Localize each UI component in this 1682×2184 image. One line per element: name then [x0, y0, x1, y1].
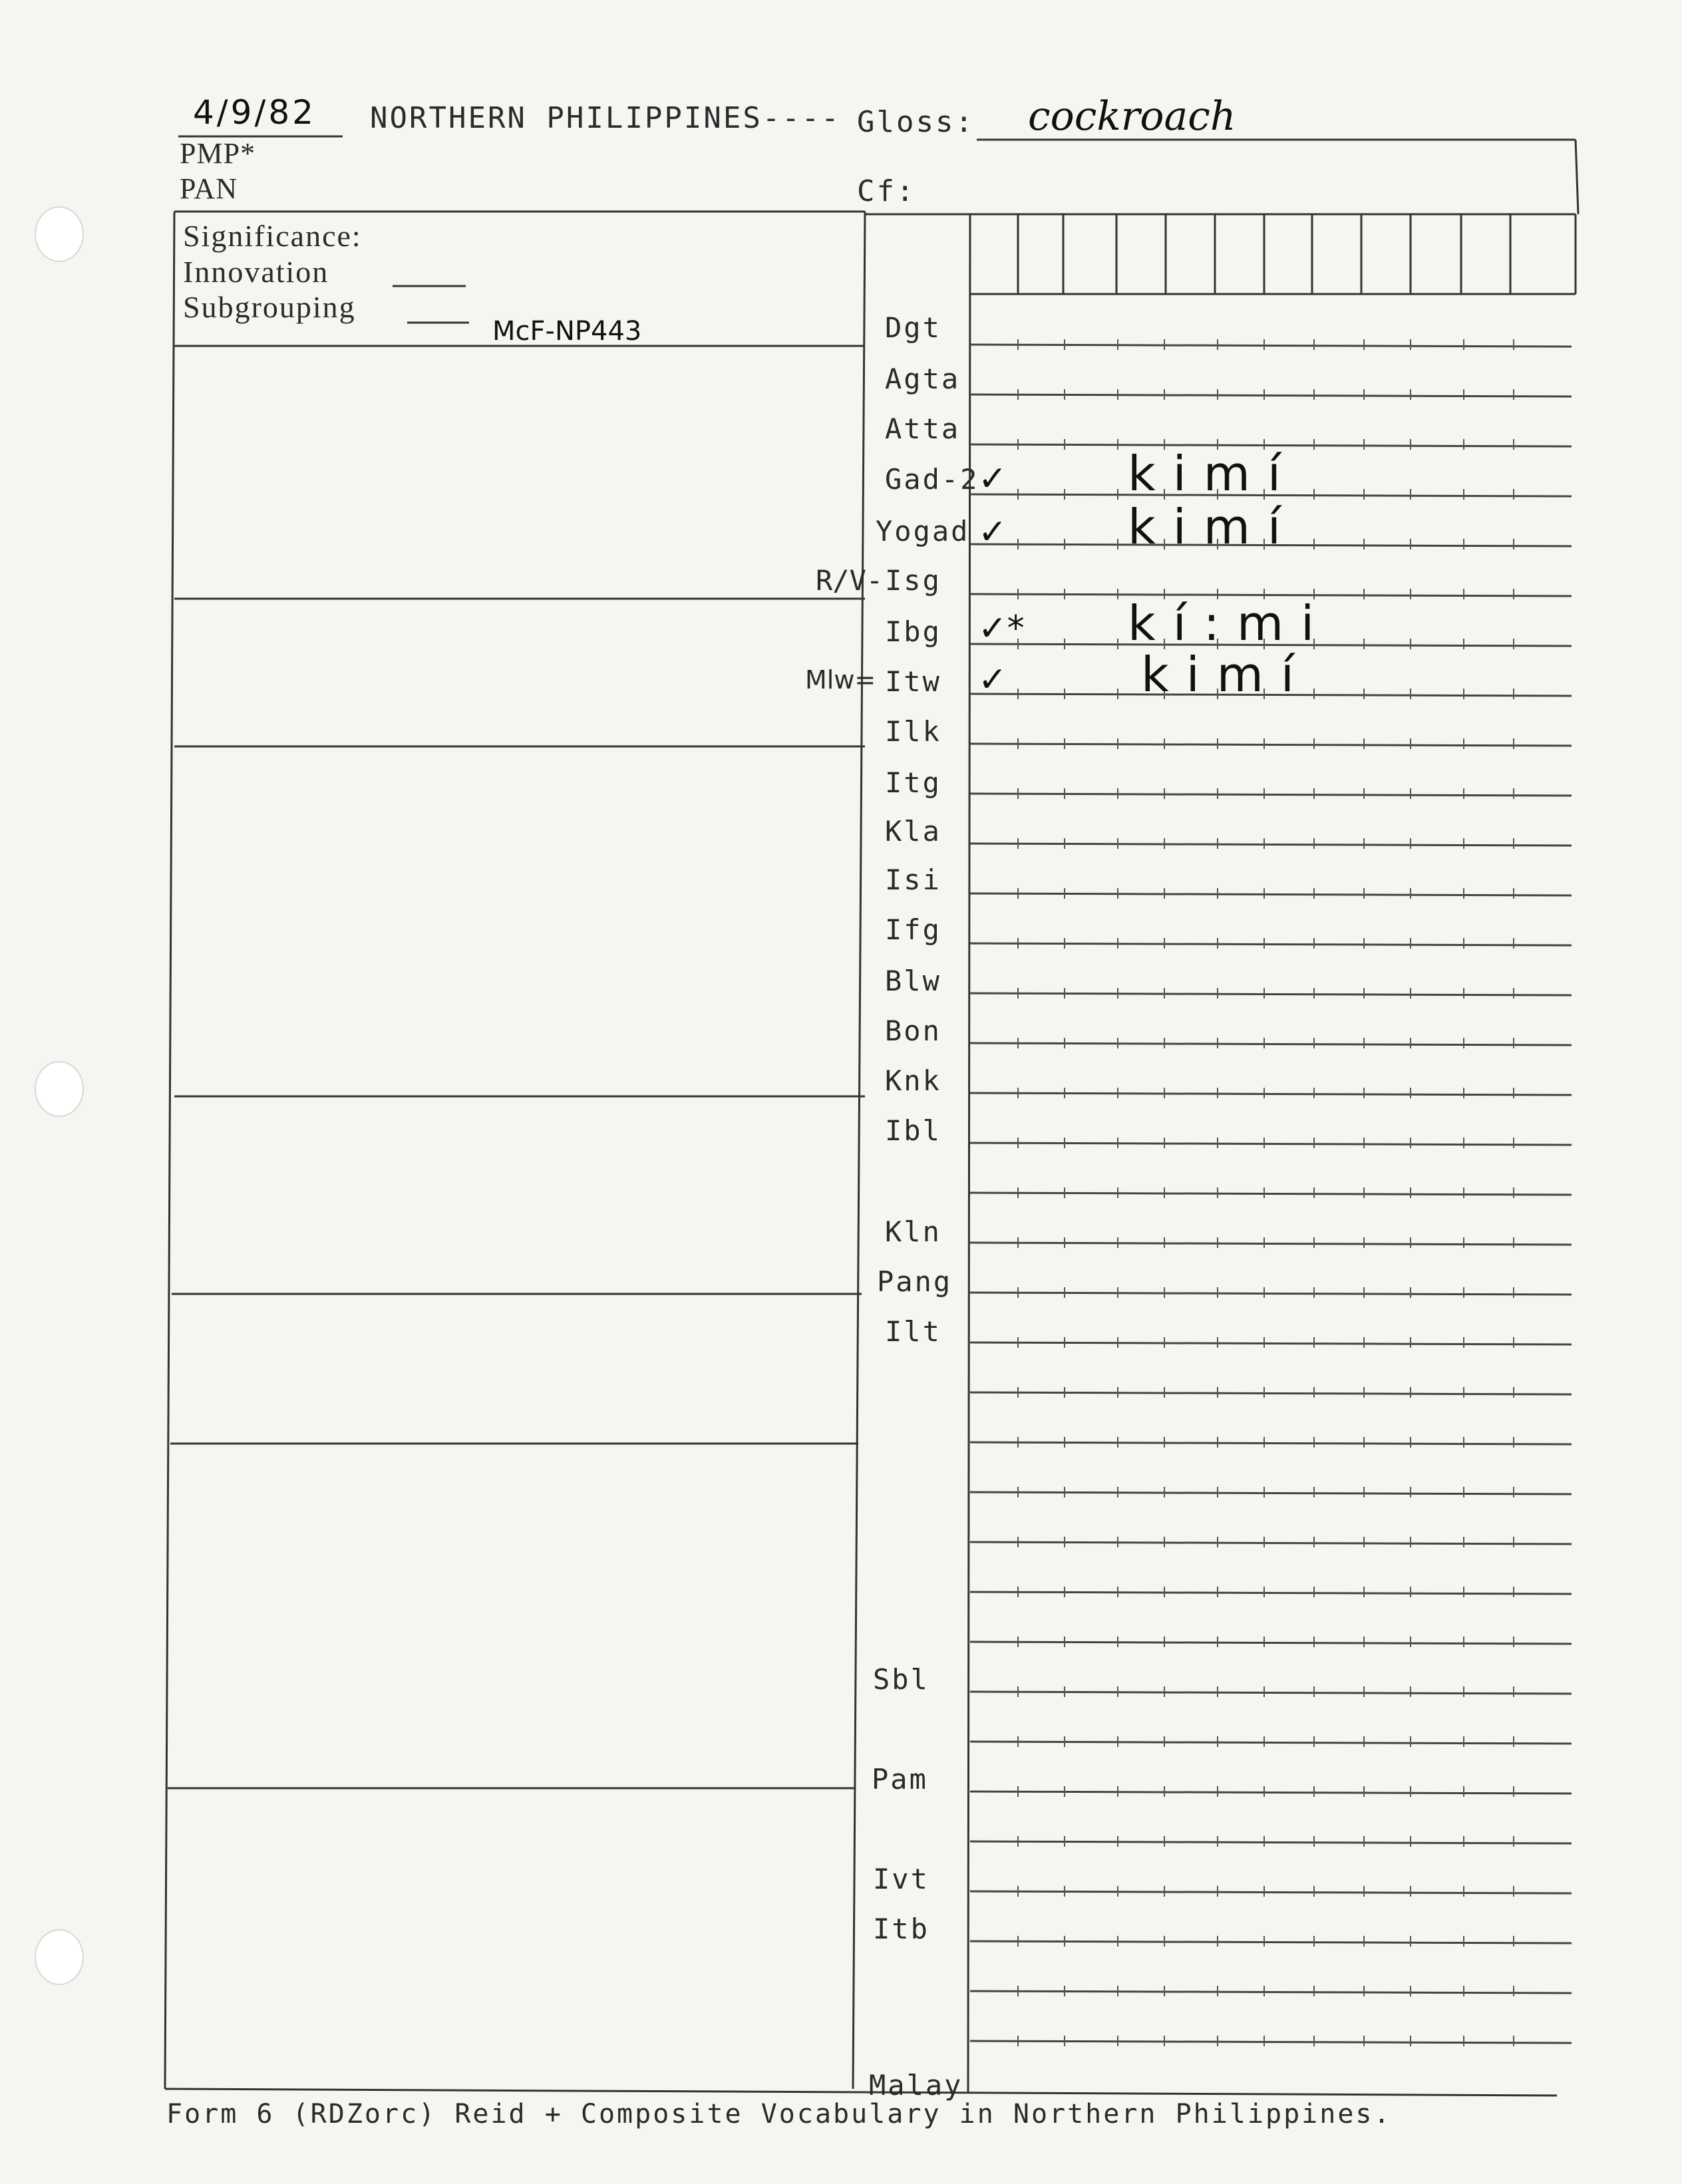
- entry-form: kimí: [1141, 647, 1311, 702]
- form-footer: Form 6 (RDZorc) Reid + Composite Vocabulary in Northern Philippines.: [166, 2099, 1392, 2129]
- entry-rule: [970, 1891, 1572, 1893]
- entry-rule: [970, 1043, 1572, 1045]
- entry-rule: [970, 1841, 1572, 1843]
- language-label-ibl: Ibl: [885, 1114, 941, 1147]
- language-label-ifg: Ifg: [885, 913, 941, 946]
- entry-rule: [970, 1542, 1572, 1544]
- language-label-gad-2: Gad-2: [885, 463, 979, 496]
- entry-rule: [970, 1193, 1572, 1195]
- entry-rule: [970, 1991, 1572, 1993]
- gloss-value: cockroach: [1028, 93, 1236, 140]
- entry-rule: [970, 794, 1572, 796]
- entry-rule: [970, 943, 1572, 945]
- entry-rule: [970, 993, 1572, 995]
- language-label-itb: Itb: [873, 1913, 929, 1945]
- language-label-sbl: Sbl: [873, 1663, 929, 1696]
- language-label-pang: Pang: [877, 1265, 953, 1298]
- innovation-label: Innovation: [183, 255, 329, 289]
- entry-form: kimí: [1128, 499, 1298, 555]
- language-label-kln: Kln: [885, 1215, 941, 1248]
- date: 4/9/82: [193, 93, 316, 132]
- language-label-malay: Malay: [869, 2069, 963, 2102]
- significance-title: Significance:: [183, 219, 362, 253]
- language-label-dgt: Dgt: [885, 311, 941, 344]
- entry-rule: [970, 1243, 1572, 1245]
- check-mark: ✓: [978, 660, 1007, 700]
- language-label-bon: Bon: [885, 1014, 941, 1047]
- entry-rule: [970, 1293, 1572, 1295]
- entry-rule: [970, 1442, 1572, 1444]
- entry-rule: [970, 1642, 1572, 1644]
- pan-label: PAN: [180, 172, 238, 205]
- language-label-ibg: Ibg: [885, 615, 941, 648]
- entry-rule: [970, 1692, 1572, 1694]
- entry-rule: [970, 1143, 1572, 1145]
- language-label-ilk: Ilk: [885, 715, 941, 748]
- language-label-agta: Agta: [885, 363, 961, 395]
- entry-rule: [970, 1342, 1572, 1344]
- check-mark: ✓*: [978, 609, 1025, 649]
- entry-rule: [970, 345, 1572, 347]
- language-label-isg: Isg: [885, 564, 941, 597]
- entry-form: kí:mi: [1128, 595, 1332, 651]
- entry-rule: [970, 1941, 1572, 1943]
- language-label-itg: Itg: [885, 766, 941, 799]
- language-label-kla: Kla: [885, 815, 941, 848]
- language-label-itw: Itw: [885, 665, 941, 698]
- entry-rule: [970, 394, 1572, 396]
- language-label-isi: Isi: [885, 863, 941, 896]
- entry-rule: [970, 1093, 1572, 1095]
- gloss-label: Gloss:: [857, 105, 975, 139]
- language-label-knk: Knk: [885, 1064, 941, 1097]
- language-label-ilt: Ilt: [885, 1315, 941, 1348]
- entry-rule: [970, 1592, 1572, 1594]
- reference-code: McF-NP443: [492, 316, 642, 347]
- entry-rule: [970, 744, 1572, 746]
- entry-rule: [970, 1392, 1572, 1394]
- language-label-blw: Blw: [885, 965, 941, 997]
- entry-rule: [970, 1492, 1572, 1494]
- cf-label: Cf:: [857, 174, 916, 208]
- check-mark: ✓: [978, 459, 1007, 499]
- entry-rule: [970, 1792, 1572, 1794]
- entry-rule: [970, 844, 1572, 846]
- entry-rule: [970, 1742, 1572, 1744]
- entry-form: kimí: [1128, 446, 1298, 502]
- entry-rule: [970, 2041, 1572, 2043]
- subgrouping-label: Subgrouping: [183, 290, 356, 324]
- check-mark: ✓: [978, 512, 1007, 552]
- language-label-atta: Atta: [885, 412, 961, 445]
- language-label-yogad: Yogad: [876, 515, 970, 547]
- language-prefix-isg: R/V-: [816, 564, 884, 597]
- pmp-label: PMP*: [180, 137, 256, 170]
- language-label-ivt: Ivt: [873, 1863, 929, 1895]
- language-prefix-itw: Mlw=: [805, 665, 876, 695]
- region-title: NORTHERN PHILIPPINES----: [370, 101, 841, 135]
- entry-rule: [970, 893, 1572, 895]
- language-label-pam: Pam: [872, 1763, 928, 1795]
